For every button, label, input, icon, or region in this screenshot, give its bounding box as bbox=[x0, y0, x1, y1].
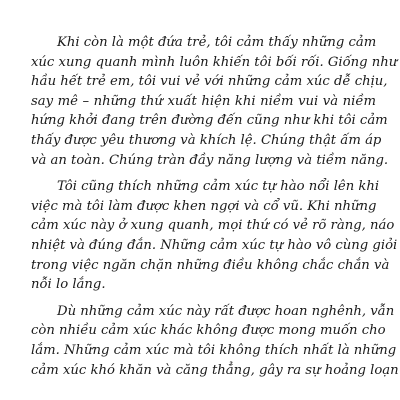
text-line: hứng khởi đang trên đường đến cũng như khi tôi cảm bbox=[31, 113, 388, 129]
text-line: cảm xúc khó khăn và căng thẳng, gây ra sự hoảng loạn bbox=[31, 362, 399, 378]
body-text bbox=[31, 33, 399, 387]
text-line: nhiệt và đúng đắn. Những cảm xúc tự hào vô cùng giỏi bbox=[31, 237, 398, 253]
text-line: Khi còn là một đứa trẻ, tôi cảm thấy những cảm bbox=[57, 35, 377, 50]
text-line: Dù những cảm xúc này rất được hoan nghênh, vẫn bbox=[57, 303, 395, 319]
paragraph-2 bbox=[31, 177, 398, 295]
text-line: cảm xúc này ở xung quanh, mọi thứ có vẻ rõ ràng, náo bbox=[31, 218, 395, 234]
text-line: hầu hết trẻ em, tôi vui vẻ với những cảm xúc dễ chịu, bbox=[31, 74, 388, 90]
text-line: việc mà tôi làm được khen ngợi và cổ vũ. Khi những bbox=[31, 198, 377, 214]
text-line: lắm. Những cảm xúc mà tôi không thích nhất là những bbox=[31, 342, 397, 358]
text-line: nỗi lo lắng. bbox=[31, 277, 106, 293]
text-line: thấy được yêu thương và khích lệ. Chúng thật ấm áp bbox=[31, 132, 382, 148]
paragraph-1 bbox=[31, 33, 398, 170]
paragraph-3 bbox=[31, 302, 399, 380]
text-line: Tôi cũng thích những cảm xúc tự hào nổi lên khi bbox=[57, 179, 380, 195]
text-line: và an toàn. Chúng tràn đầy năng lượng và tiềm năng. bbox=[31, 152, 389, 168]
text-line: say mê – những thứ xuất hiện khi niềm vui và niềm bbox=[31, 93, 376, 109]
text-line: còn nhiều cảm xúc khác không được mong muốn cho bbox=[31, 323, 386, 339]
text-line: xúc xung quanh mình luôn khiến tôi bối rối. Giống như bbox=[31, 54, 398, 70]
text-line: trong việc ngăn chặn những điều không chắc chắn và bbox=[31, 257, 390, 273]
